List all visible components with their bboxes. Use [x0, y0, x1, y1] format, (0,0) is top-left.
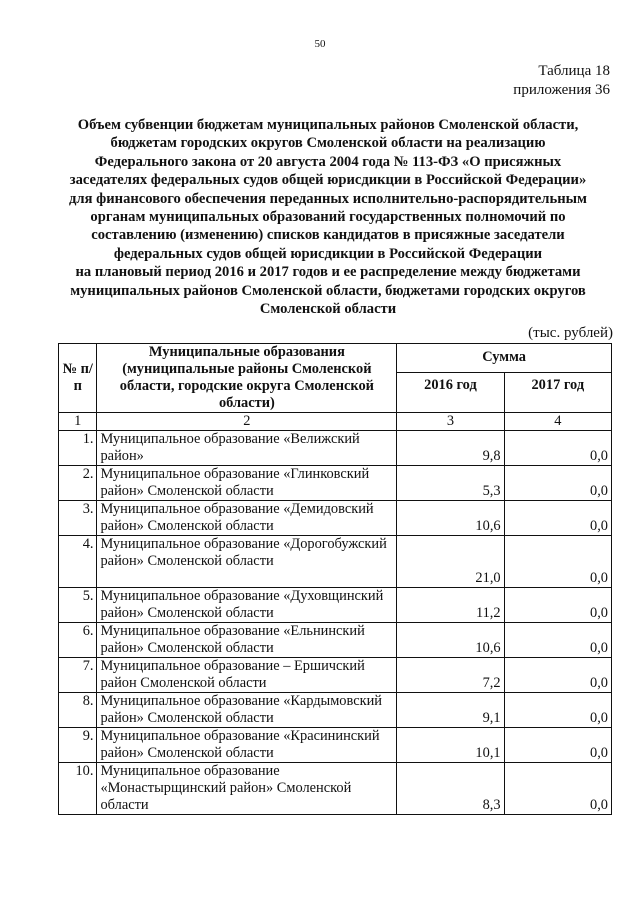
row-number: 9. — [59, 728, 97, 763]
table-caption — [513, 62, 610, 100]
value-2017: 0,0 — [504, 658, 611, 693]
value-2017: 0,0 — [504, 431, 611, 466]
page-number: 50 — [314, 38, 326, 50]
value-2016: 9,1 — [397, 693, 504, 728]
value-2016: 9,8 — [397, 431, 504, 466]
municipality-name: Муниципальное образование «Монастырщинский район» Смоленской области — [97, 763, 397, 815]
value-2017: 0,0 — [504, 763, 611, 815]
title-line: на плановый период 2016 и 2017 годов и ее распределение между бюджетами — [75, 264, 581, 281]
title-line: Объем субвенции бюджетам муниципальных районов Смоленской области, — [77, 117, 579, 133]
value-2017: 0,0 — [504, 693, 611, 728]
units-label: (тыс. рублей) — [528, 325, 613, 341]
row-number: 1. — [59, 431, 97, 466]
column-index-row — [59, 413, 612, 431]
table-row — [59, 501, 612, 536]
value-2016: 8,3 — [397, 763, 504, 815]
row-number: 2. — [59, 466, 97, 501]
row-number: 4. — [59, 536, 97, 588]
table-row — [59, 588, 612, 623]
row-number: 6. — [59, 623, 97, 658]
title-line: муниципальных районов Смоленской области, бюджетами городских округов — [70, 282, 586, 299]
row-number: 8. — [59, 693, 97, 728]
table-row — [59, 763, 612, 815]
subvention-table — [58, 343, 612, 815]
value-2016: 11,2 — [397, 588, 504, 623]
row-number: 10. — [59, 763, 97, 815]
value-2016: 10,1 — [397, 728, 504, 763]
value-2017: 0,0 — [504, 623, 611, 658]
column-index: 4 — [504, 413, 611, 431]
title-line: заседателях федеральных судов общей юрисдикции в Российской Федерации» — [69, 172, 587, 189]
table-row — [59, 693, 612, 728]
municipality-name: Муниципальное образование «Духовщинский район» Смоленской области — [97, 588, 397, 623]
document-title — [40, 116, 616, 318]
municipality-name: Муниципальное образование «Дорогобужский район» Смоленской области — [97, 536, 397, 588]
municipality-name: Муниципальное образование «Глинковский район» Смоленской области — [97, 466, 397, 501]
header-num: № п/п — [59, 344, 97, 413]
title-line: бюджетам городских округов Смоленской области на реализацию — [110, 135, 546, 152]
table-row — [59, 728, 612, 763]
municipality-name: Муниципальное образование – Ершичский район Смоленской области — [97, 658, 397, 693]
municipality-name: Муниципальное образование «Ельнинский район» Смоленской области — [97, 623, 397, 658]
value-2017: 0,0 — [504, 728, 611, 763]
table-row — [59, 536, 612, 588]
caption-appendix: приложения 36 — [513, 82, 610, 98]
table-row — [59, 431, 612, 466]
value-2017: 0,0 — [504, 536, 611, 588]
value-2017: 0,0 — [504, 588, 611, 623]
value-2017: 0,0 — [504, 501, 611, 536]
column-index: 1 — [59, 413, 97, 431]
title-line: для финансового обеспечения переданных исполнительно-распорядительным — [69, 190, 587, 207]
title-line: органам муниципальных образований государственных полномочий по — [90, 209, 566, 226]
caption-table-number: Таблица 18 — [538, 63, 610, 79]
municipality-name: Муниципальное образование «Кардымовский район» Смоленской области — [97, 693, 397, 728]
header-year-2017: 2017 год — [504, 372, 611, 412]
header-sum: Сумма — [397, 344, 612, 373]
value-2016: 7,2 — [397, 658, 504, 693]
value-2016: 5,3 — [397, 466, 504, 501]
table-row — [59, 623, 612, 658]
header-row — [59, 344, 612, 373]
value-2016: 10,6 — [397, 623, 504, 658]
value-2017: 0,0 — [504, 466, 611, 501]
value-2016: 21,0 — [397, 536, 504, 588]
header-year-2016: 2016 год — [397, 372, 504, 412]
row-number: 7. — [59, 658, 97, 693]
municipality-name: Муниципальное образование «Демидовский район» Смоленской области — [97, 501, 397, 536]
row-number: 3. — [59, 501, 97, 536]
column-index: 3 — [397, 413, 504, 431]
header-municipality: Муниципальные образования (муниципальные районы Смоленской области, городские округа Смоленской области) — [97, 344, 397, 413]
row-number: 5. — [59, 588, 97, 623]
title-line: Федерального закона от 20 августа 2004 года № 113-ФЗ «О присяжных — [94, 153, 562, 170]
title-line: составлению (изменению) списков кандидатов в присяжные заседатели — [91, 227, 565, 244]
column-index: 2 — [97, 413, 397, 431]
table-row — [59, 658, 612, 693]
title-line: Смоленской области — [259, 301, 397, 318]
value-2016: 10,6 — [397, 501, 504, 536]
title-line: федеральных судов общей юрисдикции в Российской Федерации — [113, 245, 543, 262]
table-row — [59, 466, 612, 501]
municipality-name: Муниципальное образование «Велижский район» — [97, 431, 397, 466]
municipality-name: Муниципальное образование «Красининский район» Смоленской области — [97, 728, 397, 763]
